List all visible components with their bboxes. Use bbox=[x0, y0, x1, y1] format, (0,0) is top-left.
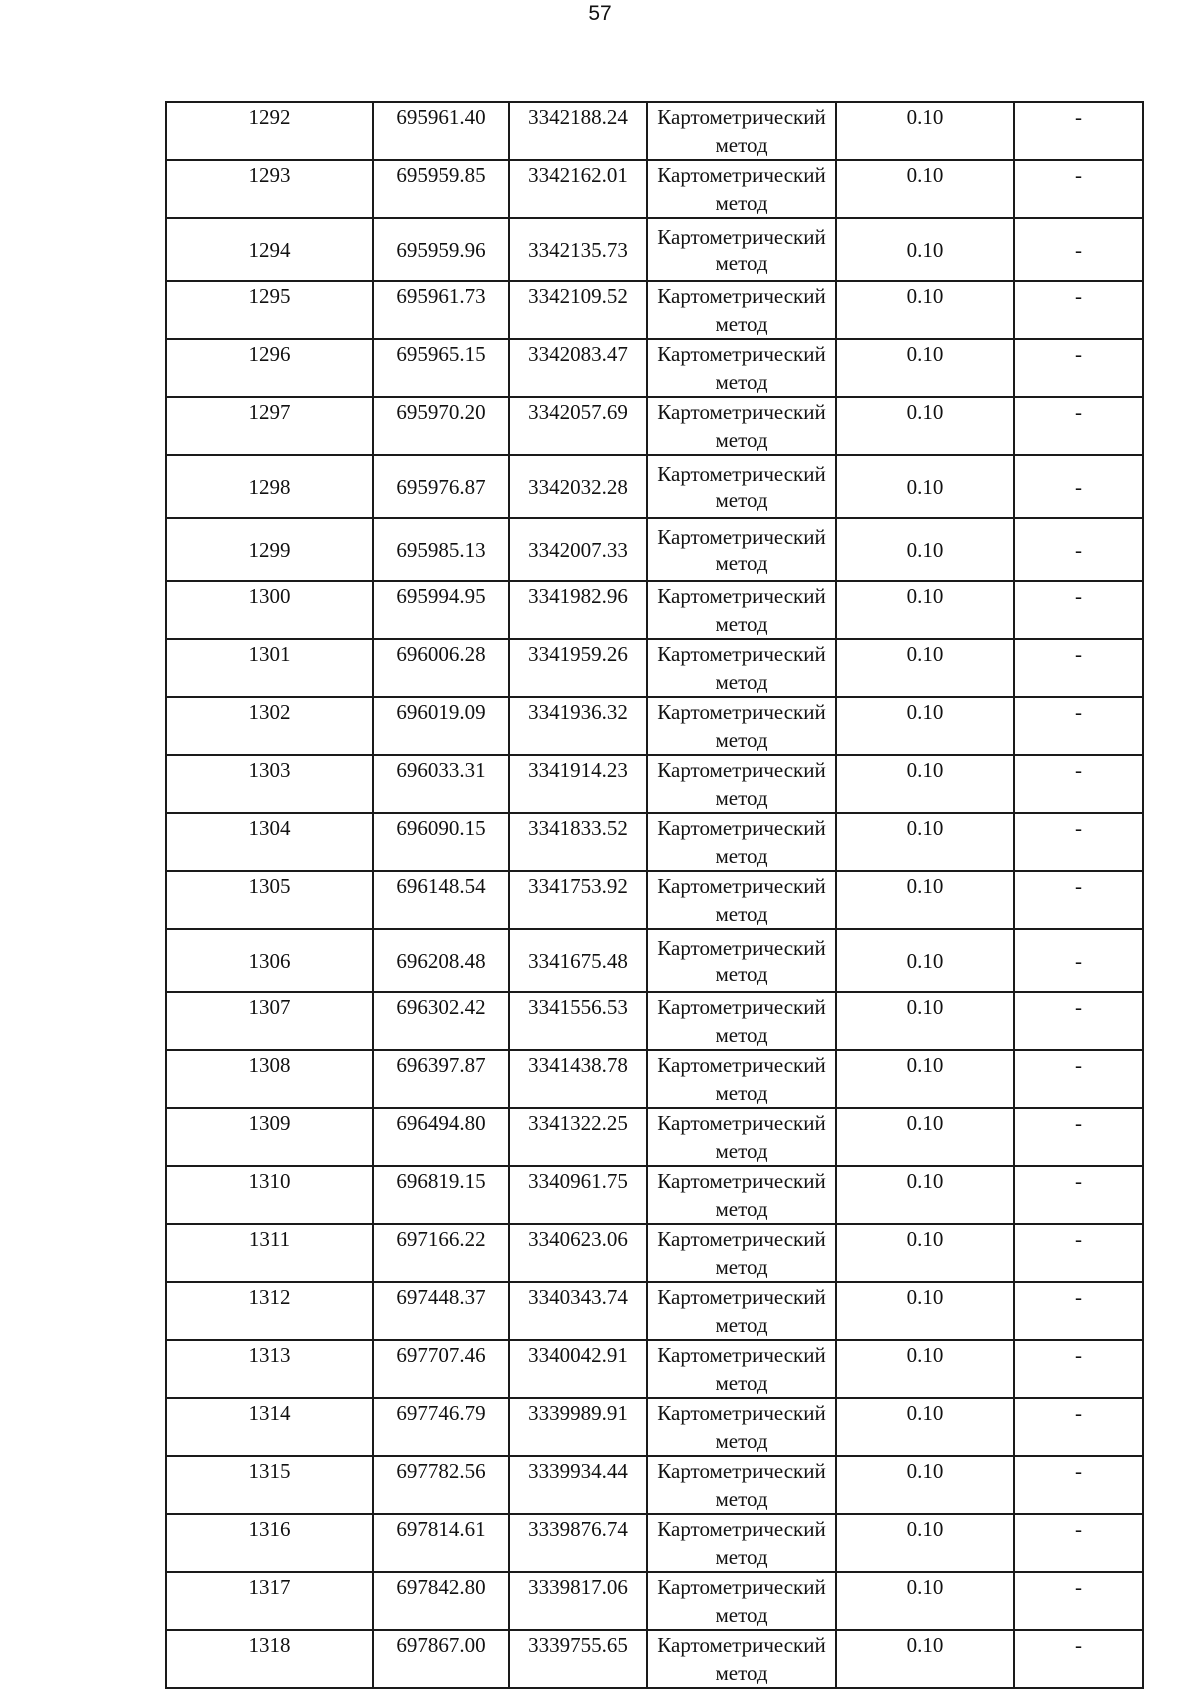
x-coordinate-cell: 697166.22 bbox=[373, 1224, 509, 1282]
y-coordinate-cell: 3340623.06 bbox=[509, 1224, 647, 1282]
y-coordinate-cell: 3342083.47 bbox=[509, 339, 647, 397]
point-number-cell: 1300 bbox=[166, 581, 373, 639]
accuracy-cell: 0.10 bbox=[836, 1166, 1014, 1224]
accuracy-cell: 0.10 bbox=[836, 102, 1014, 160]
point-number-cell: 1303 bbox=[166, 755, 373, 813]
y-coordinate-cell: 3342032.28 bbox=[509, 455, 647, 518]
point-number-cell: 1297 bbox=[166, 397, 373, 455]
table-row bbox=[166, 455, 1143, 518]
accuracy-cell: 0.10 bbox=[836, 639, 1014, 697]
accuracy-cell: 0.10 bbox=[836, 455, 1014, 518]
point-number-cell: 1308 bbox=[166, 1050, 373, 1108]
point-number-cell: 1302 bbox=[166, 697, 373, 755]
table-row bbox=[166, 992, 1143, 1050]
point-number-cell: 1294 bbox=[166, 218, 373, 281]
y-coordinate-cell: 3341675.48 bbox=[509, 929, 647, 992]
method-cell: Картометрический метод bbox=[647, 813, 836, 871]
y-coordinate-cell: 3339876.74 bbox=[509, 1514, 647, 1572]
point-number-cell: 1314 bbox=[166, 1398, 373, 1456]
note-cell: - bbox=[1014, 455, 1143, 518]
table-row bbox=[166, 218, 1143, 281]
accuracy-cell: 0.10 bbox=[836, 871, 1014, 929]
accuracy-cell: 0.10 bbox=[836, 755, 1014, 813]
note-cell: - bbox=[1014, 1166, 1143, 1224]
accuracy-cell: 0.10 bbox=[836, 1050, 1014, 1108]
note-cell: - bbox=[1014, 755, 1143, 813]
note-cell: - bbox=[1014, 581, 1143, 639]
x-coordinate-cell: 697746.79 bbox=[373, 1398, 509, 1456]
y-coordinate-cell: 3341936.32 bbox=[509, 697, 647, 755]
method-cell: Картометрический метод bbox=[647, 518, 836, 581]
coordinates-table-body bbox=[166, 102, 1143, 1688]
accuracy-cell: 0.10 bbox=[836, 1456, 1014, 1514]
x-coordinate-cell: 697707.46 bbox=[373, 1340, 509, 1398]
point-number-cell: 1295 bbox=[166, 281, 373, 339]
accuracy-cell: 0.10 bbox=[836, 1398, 1014, 1456]
table-row bbox=[166, 1166, 1143, 1224]
method-cell: Картометрический метод bbox=[647, 339, 836, 397]
y-coordinate-cell: 3340343.74 bbox=[509, 1282, 647, 1340]
x-coordinate-cell: 696033.31 bbox=[373, 755, 509, 813]
note-cell: - bbox=[1014, 339, 1143, 397]
table-row bbox=[166, 1630, 1143, 1688]
table-row bbox=[166, 1572, 1143, 1630]
x-coordinate-cell: 697782.56 bbox=[373, 1456, 509, 1514]
method-cell: Картометрический метод bbox=[647, 1572, 836, 1630]
method-cell: Картометрический метод bbox=[647, 697, 836, 755]
x-coordinate-cell: 697448.37 bbox=[373, 1282, 509, 1340]
note-cell: - bbox=[1014, 218, 1143, 281]
x-coordinate-cell: 696019.09 bbox=[373, 697, 509, 755]
accuracy-cell: 0.10 bbox=[836, 1340, 1014, 1398]
y-coordinate-cell: 3340961.75 bbox=[509, 1166, 647, 1224]
method-cell: Картометрический метод bbox=[647, 581, 836, 639]
page-number: 57 bbox=[588, 2, 612, 25]
table-row bbox=[166, 160, 1143, 218]
accuracy-cell: 0.10 bbox=[836, 518, 1014, 581]
accuracy-cell: 0.10 bbox=[836, 218, 1014, 281]
accuracy-cell: 0.10 bbox=[836, 929, 1014, 992]
method-cell: Картометрический метод bbox=[647, 639, 836, 697]
accuracy-cell: 0.10 bbox=[836, 992, 1014, 1050]
x-coordinate-cell: 697814.61 bbox=[373, 1514, 509, 1572]
point-number-cell: 1309 bbox=[166, 1108, 373, 1166]
method-cell: Картометрический метод bbox=[647, 1108, 836, 1166]
point-number-cell: 1301 bbox=[166, 639, 373, 697]
method-cell: Картометрический метод bbox=[647, 455, 836, 518]
note-cell: - bbox=[1014, 160, 1143, 218]
note-cell: - bbox=[1014, 1456, 1143, 1514]
y-coordinate-cell: 3342057.69 bbox=[509, 397, 647, 455]
table-row bbox=[166, 1514, 1143, 1572]
method-cell: Картометрический метод bbox=[647, 992, 836, 1050]
point-number-cell: 1293 bbox=[166, 160, 373, 218]
y-coordinate-cell: 3342162.01 bbox=[509, 160, 647, 218]
y-coordinate-cell: 3342135.73 bbox=[509, 218, 647, 281]
x-coordinate-cell: 696090.15 bbox=[373, 813, 509, 871]
note-cell: - bbox=[1014, 102, 1143, 160]
x-coordinate-cell: 695959.85 bbox=[373, 160, 509, 218]
method-cell: Картометрический метод bbox=[647, 1050, 836, 1108]
x-coordinate-cell: 696397.87 bbox=[373, 1050, 509, 1108]
method-cell: Картометрический метод bbox=[647, 1282, 836, 1340]
method-cell: Картометрический метод bbox=[647, 755, 836, 813]
note-cell: - bbox=[1014, 1224, 1143, 1282]
point-number-cell: 1316 bbox=[166, 1514, 373, 1572]
coordinates-table bbox=[165, 101, 1144, 1689]
note-cell: - bbox=[1014, 992, 1143, 1050]
table-row bbox=[166, 639, 1143, 697]
table-row bbox=[166, 1456, 1143, 1514]
point-number-cell: 1313 bbox=[166, 1340, 373, 1398]
table-row bbox=[166, 102, 1143, 160]
accuracy-cell: 0.10 bbox=[836, 339, 1014, 397]
accuracy-cell: 0.10 bbox=[836, 160, 1014, 218]
accuracy-cell: 0.10 bbox=[836, 813, 1014, 871]
accuracy-cell: 0.10 bbox=[836, 1514, 1014, 1572]
y-coordinate-cell: 3341556.53 bbox=[509, 992, 647, 1050]
x-coordinate-cell: 697842.80 bbox=[373, 1572, 509, 1630]
note-cell: - bbox=[1014, 1282, 1143, 1340]
note-cell: - bbox=[1014, 518, 1143, 581]
note-cell: - bbox=[1014, 1630, 1143, 1688]
method-cell: Картометрический метод bbox=[647, 397, 836, 455]
method-cell: Картометрический метод bbox=[647, 1398, 836, 1456]
x-coordinate-cell: 696819.15 bbox=[373, 1166, 509, 1224]
accuracy-cell: 0.10 bbox=[836, 281, 1014, 339]
table-row bbox=[166, 697, 1143, 755]
note-cell: - bbox=[1014, 281, 1143, 339]
point-number-cell: 1307 bbox=[166, 992, 373, 1050]
point-number-cell: 1299 bbox=[166, 518, 373, 581]
accuracy-cell: 0.10 bbox=[836, 397, 1014, 455]
x-coordinate-cell: 696208.48 bbox=[373, 929, 509, 992]
note-cell: - bbox=[1014, 1572, 1143, 1630]
y-coordinate-cell: 3340042.91 bbox=[509, 1340, 647, 1398]
note-cell: - bbox=[1014, 697, 1143, 755]
x-coordinate-cell: 696494.80 bbox=[373, 1108, 509, 1166]
point-number-cell: 1310 bbox=[166, 1166, 373, 1224]
x-coordinate-cell: 696148.54 bbox=[373, 871, 509, 929]
method-cell: Картометрический метод bbox=[647, 1630, 836, 1688]
note-cell: - bbox=[1014, 1340, 1143, 1398]
y-coordinate-cell: 3339755.65 bbox=[509, 1630, 647, 1688]
method-cell: Картометрический метод bbox=[647, 871, 836, 929]
point-number-cell: 1317 bbox=[166, 1572, 373, 1630]
y-coordinate-cell: 3342109.52 bbox=[509, 281, 647, 339]
x-coordinate-cell: 695976.87 bbox=[373, 455, 509, 518]
x-coordinate-cell: 695970.20 bbox=[373, 397, 509, 455]
x-coordinate-cell: 696006.28 bbox=[373, 639, 509, 697]
table-row bbox=[166, 929, 1143, 992]
table-row bbox=[166, 1108, 1143, 1166]
y-coordinate-cell: 3341982.96 bbox=[509, 581, 647, 639]
note-cell: - bbox=[1014, 639, 1143, 697]
method-cell: Картометрический метод bbox=[647, 929, 836, 992]
accuracy-cell: 0.10 bbox=[836, 1572, 1014, 1630]
note-cell: - bbox=[1014, 1398, 1143, 1456]
point-number-cell: 1318 bbox=[166, 1630, 373, 1688]
y-coordinate-cell: 3341959.26 bbox=[509, 639, 647, 697]
x-coordinate-cell: 695961.40 bbox=[373, 102, 509, 160]
y-coordinate-cell: 3342007.33 bbox=[509, 518, 647, 581]
table-row bbox=[166, 871, 1143, 929]
y-coordinate-cell: 3339989.91 bbox=[509, 1398, 647, 1456]
y-coordinate-cell: 3341322.25 bbox=[509, 1108, 647, 1166]
table-row bbox=[166, 339, 1143, 397]
y-coordinate-cell: 3341914.23 bbox=[509, 755, 647, 813]
table-row bbox=[166, 1398, 1143, 1456]
accuracy-cell: 0.10 bbox=[836, 581, 1014, 639]
x-coordinate-cell: 695994.95 bbox=[373, 581, 509, 639]
accuracy-cell: 0.10 bbox=[836, 1108, 1014, 1166]
point-number-cell: 1304 bbox=[166, 813, 373, 871]
accuracy-cell: 0.10 bbox=[836, 697, 1014, 755]
note-cell: - bbox=[1014, 1050, 1143, 1108]
y-coordinate-cell: 3342188.24 bbox=[509, 102, 647, 160]
y-coordinate-cell: 3341438.78 bbox=[509, 1050, 647, 1108]
method-cell: Картометрический метод bbox=[647, 1514, 836, 1572]
note-cell: - bbox=[1014, 1514, 1143, 1572]
point-number-cell: 1306 bbox=[166, 929, 373, 992]
point-number-cell: 1312 bbox=[166, 1282, 373, 1340]
method-cell: Картометрический метод bbox=[647, 1456, 836, 1514]
method-cell: Картометрический метод bbox=[647, 102, 836, 160]
x-coordinate-cell: 695965.15 bbox=[373, 339, 509, 397]
point-number-cell: 1315 bbox=[166, 1456, 373, 1514]
method-cell: Картометрический метод bbox=[647, 1340, 836, 1398]
table-row bbox=[166, 581, 1143, 639]
accuracy-cell: 0.10 bbox=[836, 1282, 1014, 1340]
point-number-cell: 1296 bbox=[166, 339, 373, 397]
table-row bbox=[166, 281, 1143, 339]
note-cell: - bbox=[1014, 813, 1143, 871]
x-coordinate-cell: 695985.13 bbox=[373, 518, 509, 581]
table-row bbox=[166, 755, 1143, 813]
x-coordinate-cell: 697867.00 bbox=[373, 1630, 509, 1688]
point-number-cell: 1311 bbox=[166, 1224, 373, 1282]
y-coordinate-cell: 3339817.06 bbox=[509, 1572, 647, 1630]
note-cell: - bbox=[1014, 397, 1143, 455]
table-row bbox=[166, 1050, 1143, 1108]
method-cell: Картометрический метод bbox=[647, 160, 836, 218]
point-number-cell: 1292 bbox=[166, 102, 373, 160]
table-row bbox=[166, 1340, 1143, 1398]
method-cell: Картометрический метод bbox=[647, 281, 836, 339]
x-coordinate-cell: 696302.42 bbox=[373, 992, 509, 1050]
table-row bbox=[166, 1282, 1143, 1340]
table-row bbox=[166, 518, 1143, 581]
point-number-cell: 1305 bbox=[166, 871, 373, 929]
table-row bbox=[166, 1224, 1143, 1282]
accuracy-cell: 0.10 bbox=[836, 1224, 1014, 1282]
y-coordinate-cell: 3341753.92 bbox=[509, 871, 647, 929]
accuracy-cell: 0.10 bbox=[836, 1630, 1014, 1688]
method-cell: Картометрический метод bbox=[647, 218, 836, 281]
table-row bbox=[166, 813, 1143, 871]
method-cell: Картометрический метод bbox=[647, 1166, 836, 1224]
x-coordinate-cell: 695961.73 bbox=[373, 281, 509, 339]
y-coordinate-cell: 3341833.52 bbox=[509, 813, 647, 871]
y-coordinate-cell: 3339934.44 bbox=[509, 1456, 647, 1514]
table-row bbox=[166, 397, 1143, 455]
note-cell: - bbox=[1014, 1108, 1143, 1166]
x-coordinate-cell: 695959.96 bbox=[373, 218, 509, 281]
point-number-cell: 1298 bbox=[166, 455, 373, 518]
method-cell: Картометрический метод bbox=[647, 1224, 836, 1282]
note-cell: - bbox=[1014, 929, 1143, 992]
note-cell: - bbox=[1014, 871, 1143, 929]
